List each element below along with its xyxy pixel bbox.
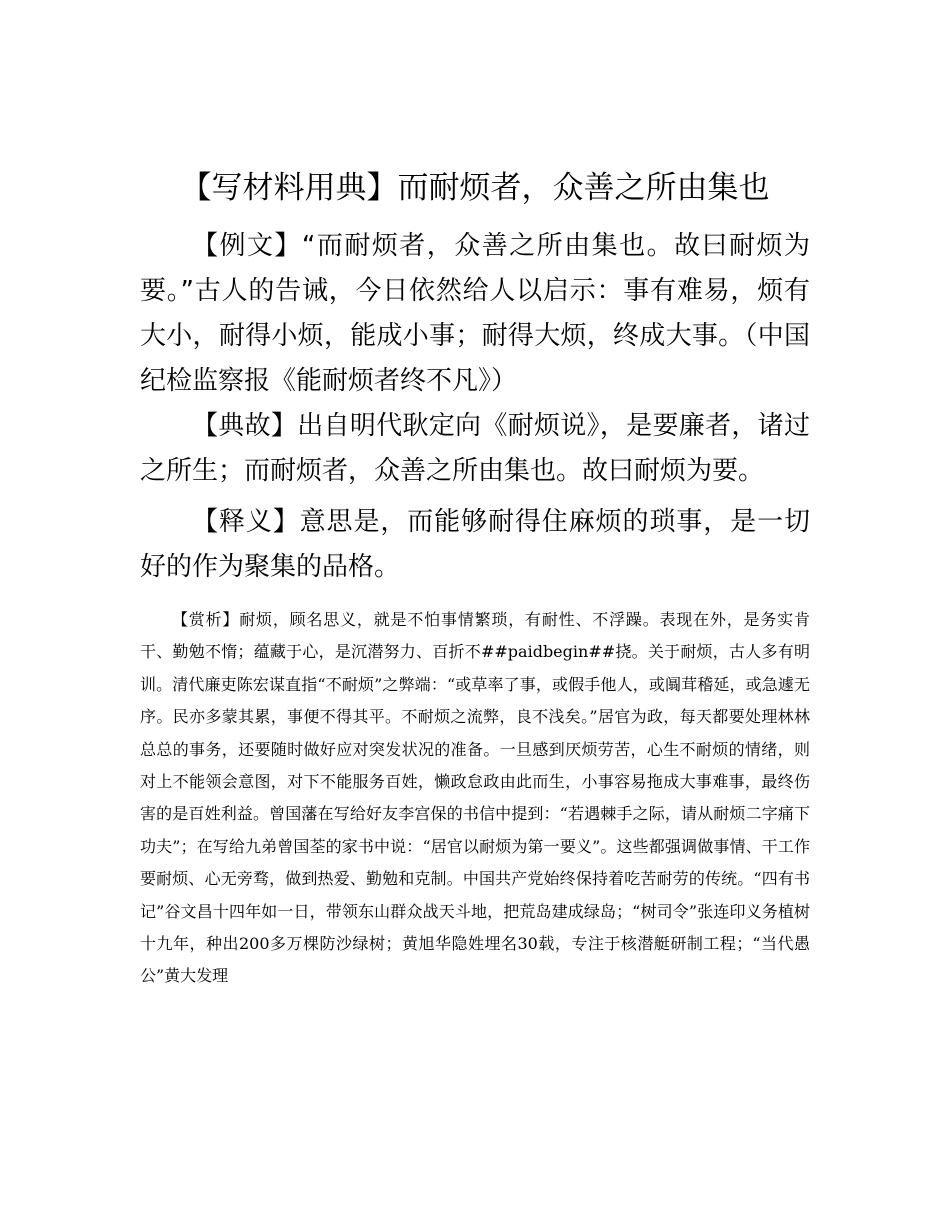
meaning-paragraph: 【释义】意思是，而能够耐得住麻烦的琐事，是一切好的作为聚集的品格。	[140, 507, 810, 582]
example-paragraph: 【例文】“而耐烦者，众善之所由集也。故曰耐烦为要。”古人的告诫，今日依然给人以启示：事有难易，烦有大小，耐得小烦，能成小事；耐得大烦，终成大事。（中国纪检监察报《能耐烦者终不凡》）	[140, 231, 810, 396]
document-title: 【写材料用典】而耐烦者，众善之所由集也	[180, 170, 770, 206]
allusion-paragraph: 【典故】出自明代耿定向《耐烦说》，是要廉者，诸过之所生；而耐烦者，众善之所由集也。故曰耐烦为要。	[140, 411, 810, 486]
analysis-paragraph: 【赏析】耐烦，顾名思义，就是不怕事情繁琐，有耐性、不浮躁。表现在外，是务实肯干、勤勉不惰；蕴藏于心，是沉潜努力、百折不##paidbegin##挠。关于耐烦，古人多有明训。清代廉吏陈宏谋直指“不耐烦”之弊端：“或草率了事，或假手他人，或阘茸稽延，或急遽无序。民亦多蒙其累，事便不得其平。不耐烦之流弊，良不浅矣。”居官为政，每天都要处理林林总总的事务，还要随时做好应对突发状况的准备。一旦感到厌烦劳苦，心生不耐烦的情绪，则对上不能领会意图，对下不能服务百姓，懒政怠政由此而生，小事容易拖成大事难事，最终伤害的是百姓利益。曾国藩在写给好友李宫保的书信中提到：“若遇棘手之际，请从耐烦二字痛下功夫”；在写给九弟曾国荃的家书中说：“居官以耐烦为第一要义”。这些都强调做事情、干工作要耐烦、心无旁骛，做到热爱、勤勉和克制。中国共产党始终保持着吃苦耐劳的传统。“四有书记”谷文昌十四年如一日，带领东山群众战天斗地，把荒岛建成绿岛；“树司令”张连印义务植树十九年，种出200多万棵防沙绿树；黄旭华隐姓埋名30载，专注于核潜艇研制工程；“当代愚公”黄大发理	[140, 610, 810, 986]
